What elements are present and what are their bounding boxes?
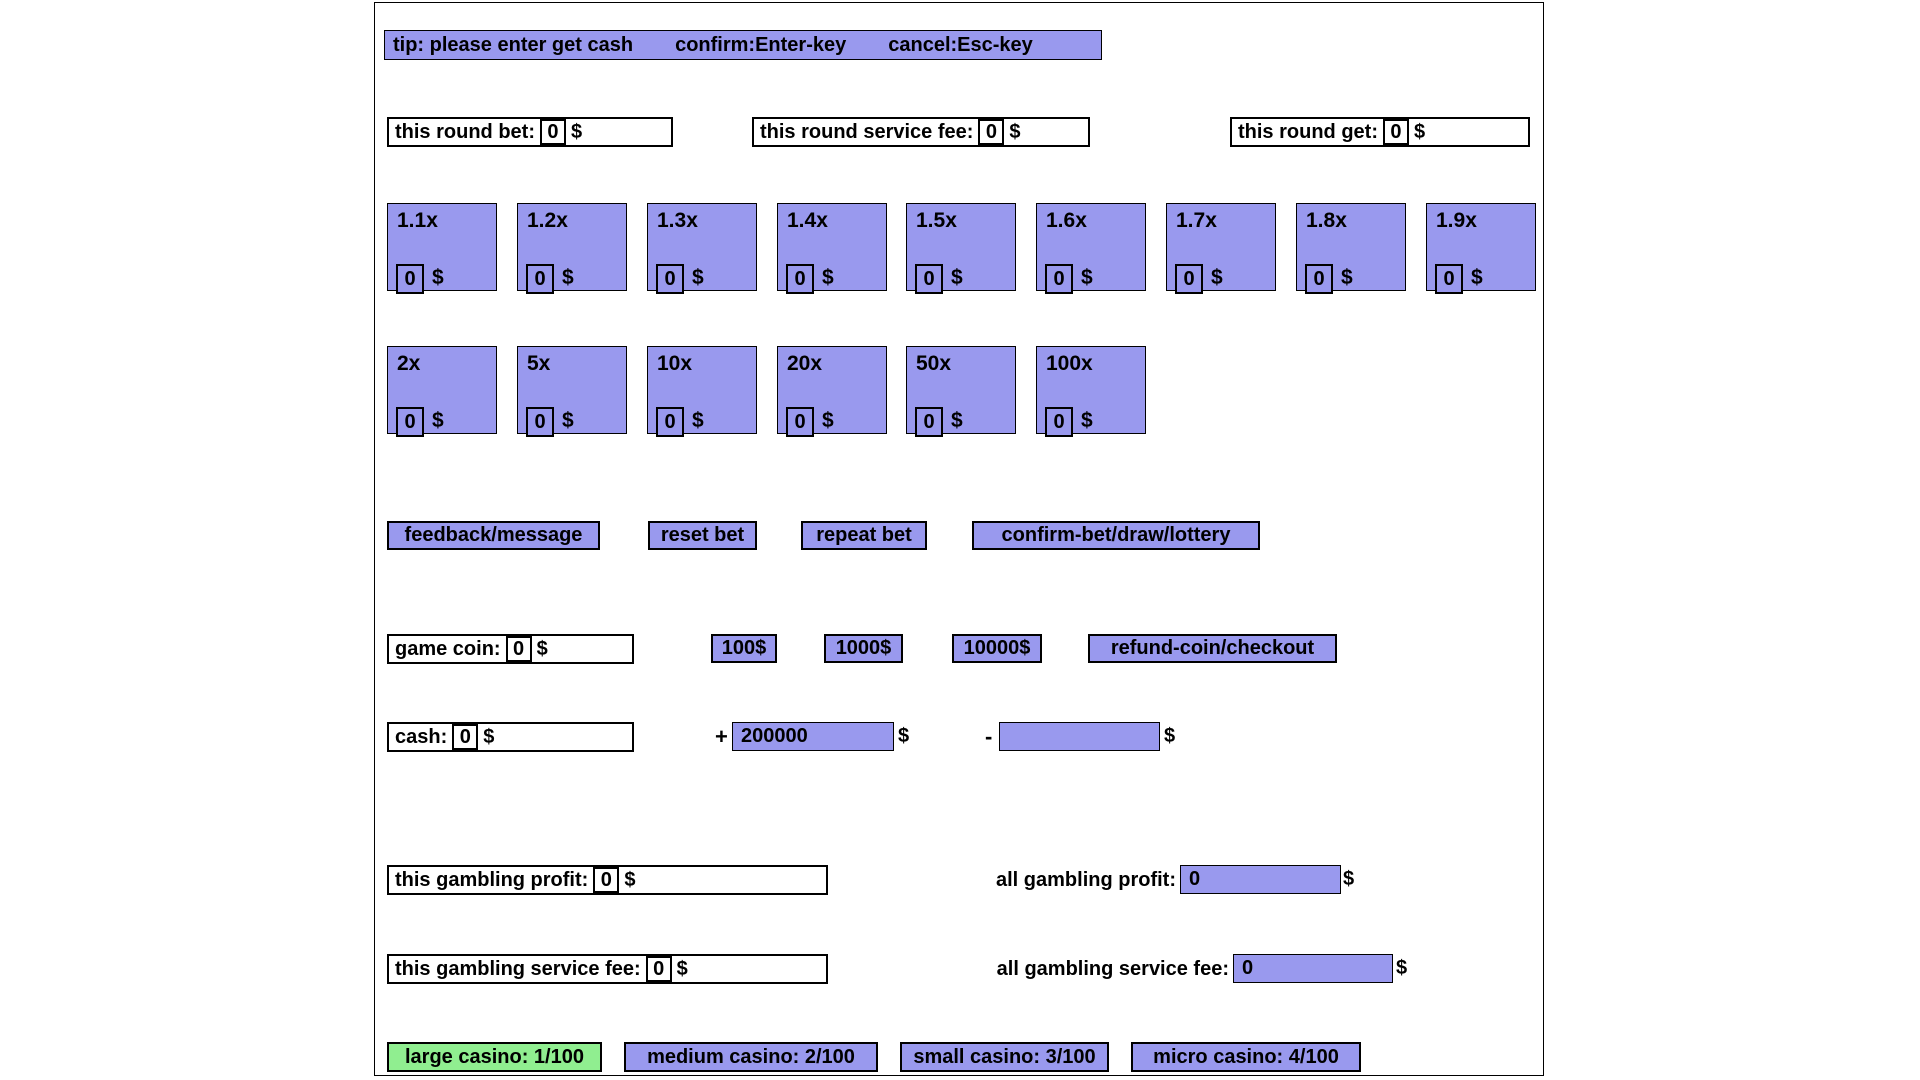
round-bet-input[interactable]: 0 — [540, 119, 566, 145]
multiplier-bet-input[interactable]: 0 — [1435, 264, 1463, 294]
confirm-bet-draw-lottery-button[interactable]: confirm-bet/draw/lottery — [972, 521, 1260, 550]
multiplier-label: 1.7x — [1176, 209, 1217, 232]
round-bet-label: this round bet: — [395, 120, 535, 143]
game-coin-box — [387, 634, 634, 664]
round-get-label: this round get: — [1238, 120, 1378, 143]
currency-symbol: $ — [483, 725, 495, 748]
currency-symbol: $ — [951, 409, 963, 432]
this-gambling-service-fee-input[interactable]: 0 — [646, 956, 672, 982]
minus-sign: - — [985, 724, 993, 749]
multiplier-label: 1.9x — [1436, 209, 1477, 232]
multiplier-label: 10x — [657, 352, 693, 375]
multiplier-box-1.1x[interactable] — [387, 203, 497, 291]
add-1000-button[interactable]: 1000$ — [824, 634, 903, 663]
reset-bet-button[interactable]: reset bet — [648, 521, 757, 550]
currency-symbol: $ — [624, 868, 636, 891]
all-gambling-service-fee-label: all gambling service fee: — [996, 958, 1229, 980]
multiplier-bet-input[interactable]: 0 — [396, 407, 424, 437]
tab-large-casino[interactable]: large casino: 1/100 — [387, 1042, 602, 1072]
multiplier-label: 1.6x — [1046, 209, 1087, 232]
cash-label: cash: — [395, 725, 448, 748]
this-gambling-profit-input[interactable]: 0 — [593, 867, 619, 893]
round-service-fee-box — [752, 117, 1090, 147]
multiplier-box-1.8x[interactable] — [1296, 203, 1406, 291]
round-get-box — [1230, 117, 1530, 147]
currency-symbol: $ — [1341, 266, 1353, 289]
plus-sign: + — [715, 724, 728, 749]
tip-cancel-hint: cancel:Esc-key — [888, 33, 1033, 56]
multiplier-box-10x[interactable] — [647, 346, 757, 434]
currency-symbol: $ — [1343, 868, 1355, 890]
refund-coin-checkout-button[interactable]: refund-coin/checkout — [1088, 634, 1337, 663]
currency-symbol: $ — [692, 409, 704, 432]
round-bet-box — [387, 117, 673, 147]
multiplier-box-1.4x[interactable] — [777, 203, 887, 291]
currency-symbol: $ — [692, 266, 704, 289]
currency-symbol: $ — [1009, 120, 1021, 143]
this-gambling-profit-label: this gambling profit: — [395, 868, 589, 891]
multiplier-bet-input[interactable]: 0 — [786, 264, 814, 294]
multiplier-bet-input[interactable]: 0 — [1045, 264, 1073, 294]
multiplier-label: 100x — [1046, 352, 1093, 375]
tab-medium-casino[interactable]: medium casino: 2/100 — [624, 1042, 878, 1072]
multiplier-box-2x[interactable] — [387, 346, 497, 434]
currency-symbol: $ — [951, 266, 963, 289]
currency-symbol: $ — [562, 409, 574, 432]
multiplier-label: 1.4x — [787, 209, 828, 232]
currency-symbol: $ — [562, 266, 574, 289]
add-10000-button[interactable]: 10000$ — [952, 634, 1042, 663]
currency-symbol: $ — [1471, 266, 1483, 289]
multiplier-label: 20x — [787, 352, 823, 375]
round-service-fee-label: this round service fee: — [760, 120, 974, 143]
multiplier-bet-input[interactable]: 0 — [526, 407, 554, 437]
currency-symbol: $ — [1081, 409, 1093, 432]
multiplier-box-20x[interactable] — [777, 346, 887, 434]
multiplier-box-1.2x[interactable] — [517, 203, 627, 291]
all-gambling-profit-value: 0 — [1180, 865, 1341, 894]
multiplier-bet-input[interactable]: 0 — [526, 264, 554, 294]
multiplier-label: 1.3x — [657, 209, 698, 232]
this-gambling-profit-box — [387, 865, 828, 895]
tip-confirm-hint: confirm:Enter-key — [675, 33, 847, 56]
currency-symbol: $ — [570, 120, 583, 143]
all-gambling-profit-label: all gambling profit: — [996, 869, 1176, 891]
multiplier-label: 1.8x — [1306, 209, 1347, 232]
game-coin-input[interactable]: 0 — [506, 636, 532, 662]
currency-symbol: $ — [822, 409, 834, 432]
multiplier-label: 50x — [916, 352, 952, 375]
currency-symbol: $ — [1081, 266, 1093, 289]
multiplier-label: 1.2x — [527, 209, 568, 232]
currency-symbol: $ — [1211, 266, 1223, 289]
multiplier-bet-input[interactable]: 0 — [1045, 407, 1073, 437]
multiplier-bet-input[interactable]: 0 — [656, 264, 684, 294]
multiplier-bet-input[interactable]: 0 — [1305, 264, 1333, 294]
multiplier-bet-input[interactable]: 0 — [396, 264, 424, 294]
add-100-button[interactable]: 100$ — [711, 634, 777, 663]
this-gambling-service-fee-box — [387, 954, 828, 984]
multiplier-label: 1.1x — [397, 209, 438, 232]
round-service-fee-input[interactable]: 0 — [978, 119, 1004, 145]
tab-small-casino[interactable]: small casino: 3/100 — [900, 1042, 1109, 1072]
multiplier-box-1.7x[interactable] — [1166, 203, 1276, 291]
currency-symbol: $ — [1164, 725, 1176, 747]
multiplier-box-100x[interactable] — [1036, 346, 1146, 434]
cash-box — [387, 722, 634, 752]
cash-input[interactable]: 0 — [452, 724, 478, 750]
repeat-bet-button[interactable]: repeat bet — [801, 521, 927, 550]
currency-symbol: $ — [1413, 120, 1426, 143]
this-gambling-service-fee-label: this gambling service fee: — [395, 957, 641, 980]
multiplier-label: 1.5x — [916, 209, 957, 232]
multiplier-bet-input[interactable]: 0 — [656, 407, 684, 437]
multiplier-box-50x[interactable] — [906, 346, 1016, 434]
multiplier-box-1.9x[interactable] — [1426, 203, 1536, 291]
multiplier-bet-input[interactable]: 0 — [915, 264, 943, 294]
all-gambling-service-fee-value: 0 — [1233, 954, 1393, 983]
currency-symbol: $ — [536, 637, 548, 660]
multiplier-label: 2x — [397, 352, 421, 375]
multiplier-bet-input[interactable]: 0 — [786, 407, 814, 437]
deposit-amount-input[interactable]: 200000 — [732, 722, 894, 751]
withdraw-amount-input[interactable] — [999, 722, 1160, 751]
currency-symbol: $ — [1396, 957, 1408, 979]
currency-symbol: $ — [432, 266, 444, 289]
multiplier-bet-input[interactable]: 0 — [915, 407, 943, 437]
currency-symbol: $ — [898, 725, 910, 747]
currency-symbol: $ — [432, 409, 444, 432]
multiplier-box-1.6x[interactable] — [1036, 203, 1146, 291]
multiplier-label: 5x — [527, 352, 551, 375]
tip-banner — [384, 30, 1102, 60]
casino-window — [374, 2, 1544, 1076]
multiplier-bet-input[interactable]: 0 — [1175, 264, 1203, 294]
multiplier-box-1.3x[interactable] — [647, 203, 757, 291]
tip-text: tip: please enter get cash — [393, 33, 634, 56]
multiplier-box-1.5x[interactable] — [906, 203, 1016, 291]
round-get-input[interactable]: 0 — [1383, 119, 1409, 145]
tab-micro-casino[interactable]: micro casino: 4/100 — [1131, 1042, 1361, 1072]
game-coin-label: game coin: — [395, 637, 501, 660]
multiplier-box-5x[interactable] — [517, 346, 627, 434]
feedback-message-button[interactable]: feedback/message — [387, 521, 600, 550]
currency-symbol: $ — [676, 957, 688, 980]
currency-symbol: $ — [822, 266, 834, 289]
